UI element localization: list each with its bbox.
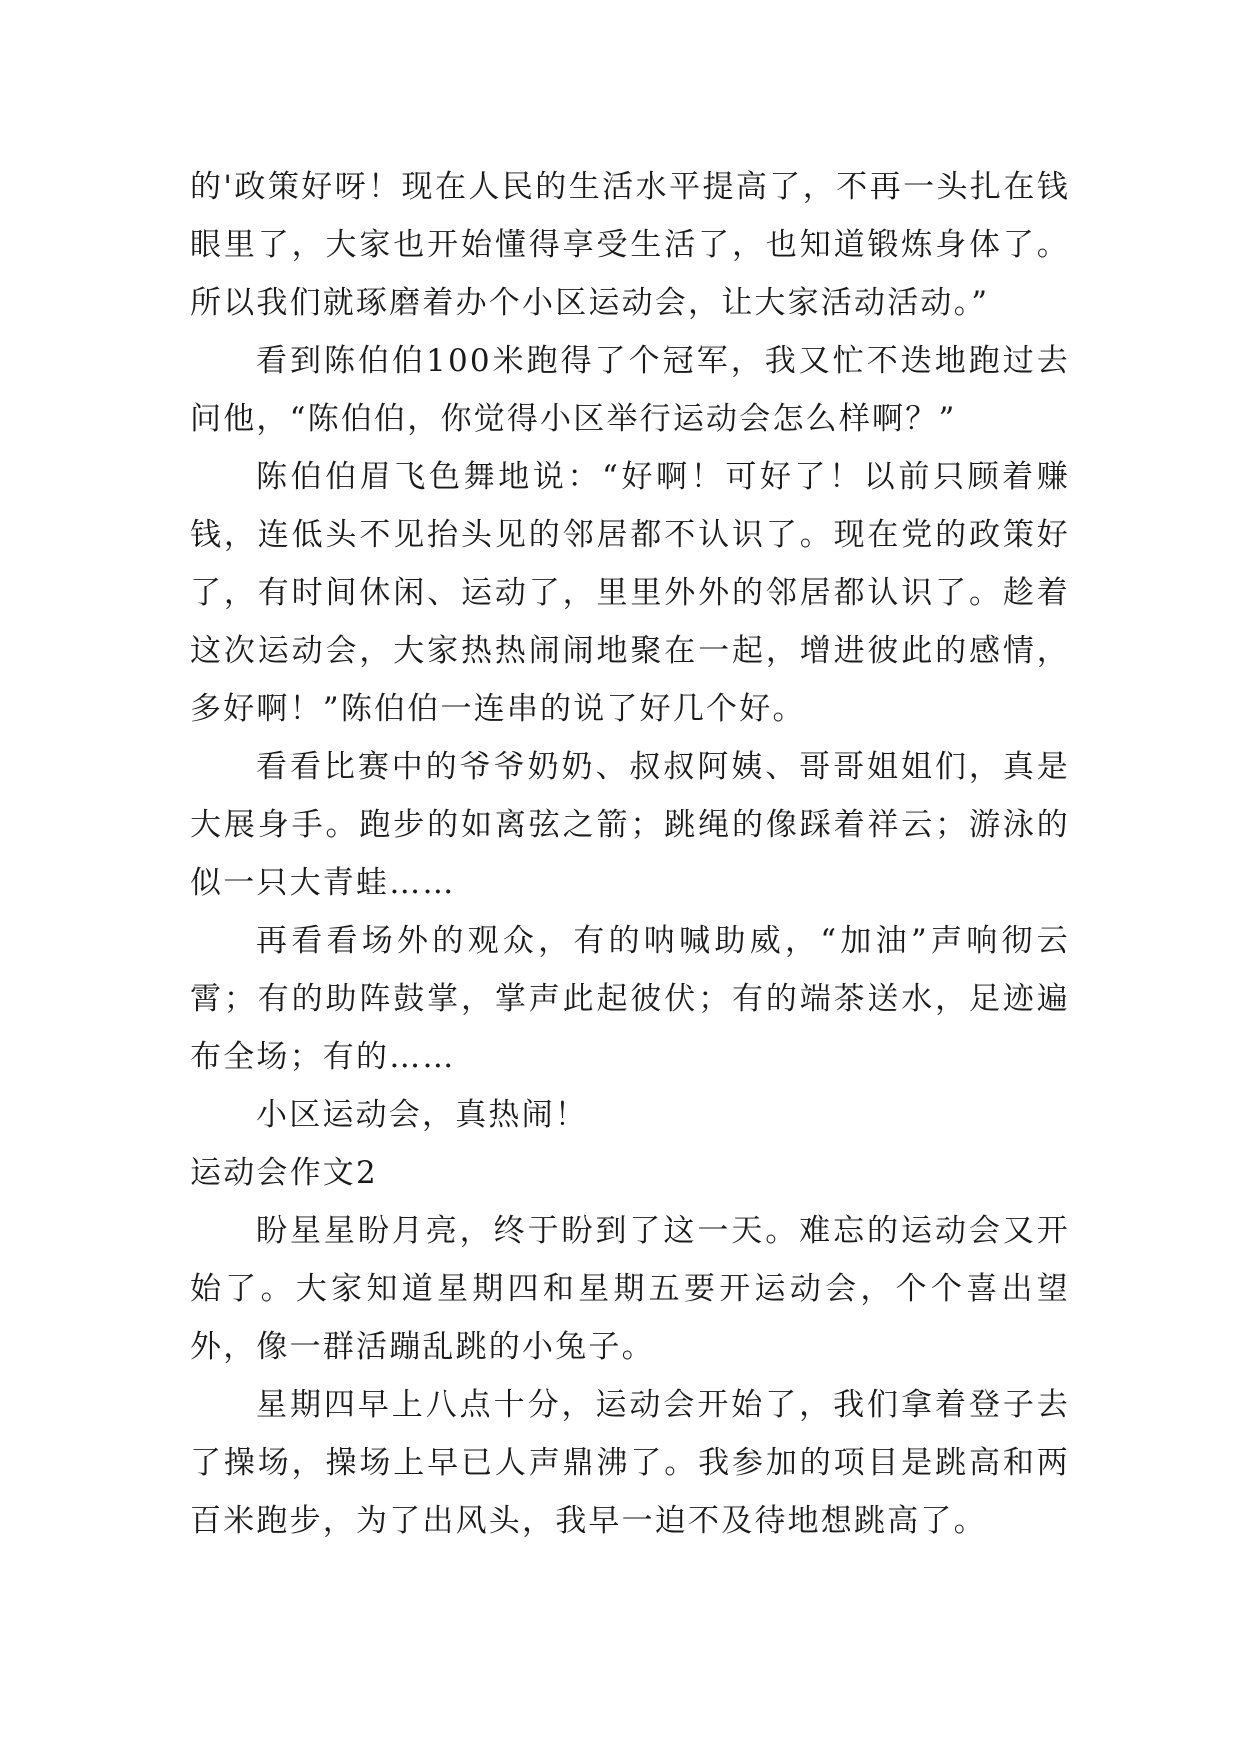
paragraph: 再看看场外的观众，有的呐喊助威，“加油”声响彻云霄；有的助阵鼓掌，掌声此起彼伏；有的端茶送水，足迹遍布全场；有的…… [190,923,1070,1075]
paragraph: 陈伯伯眉飞色舞地说：“好啊！可好了！以前只顾着赚钱，连低头不见抬头见的邻居都不认识了。现在党的政策好了，有时间休闲、运动了，里里外外的邻居都认识了。趁着这次运动会，大家热热闹闹地聚在一起，增进彼此的感情，多好啊！”陈伯伯一连串的说了好几个好。 [190,459,1070,727]
paragraph: 看看比赛中的爷爷奶奶、叔叔阿姨、哥哥姐姐们，真是大展身手。跑步的如离弦之箭；跳绳的像踩着祥云；游泳的似一只大青蛙…… [190,749,1070,901]
section-title: 运动会作文2 [190,1155,378,1191]
paragraph: 盼星星盼月亮，终于盼到了这一天。难忘的运动会又开始了。大家知道星期四和星期五要开运动会，个个喜出望外，像一群活蹦乱跳的小兔子。 [190,1213,1070,1365]
paragraph-continuation: 的'政策好呀！现在人民的生活水平提高了，不再一头扎在钱眼里了，大家也开始懂得享受生活了，也知道锻炼身体了。所以我们就琢磨着办个小区运动会，让大家活动活动。” [190,169,1070,321]
paragraph: 小区运动会，真热闹！ [256,1097,588,1133]
document-body [190,158,1070,1550]
paragraph: 看到陈伯伯100米跑得了个冠军，我又忙不迭地跑过去问他，“陈伯伯，你觉得小区举行运动会怎么样啊？” [190,343,1070,437]
paragraph: 星期四早上八点十分，运动会开始了，我们拿着登子去了操场，操场上早已人声鼎沸了。我参加的项目是跳高和两百米跑步，为了出风头，我早一迫不及待地想跳高了。 [190,1387,1070,1539]
